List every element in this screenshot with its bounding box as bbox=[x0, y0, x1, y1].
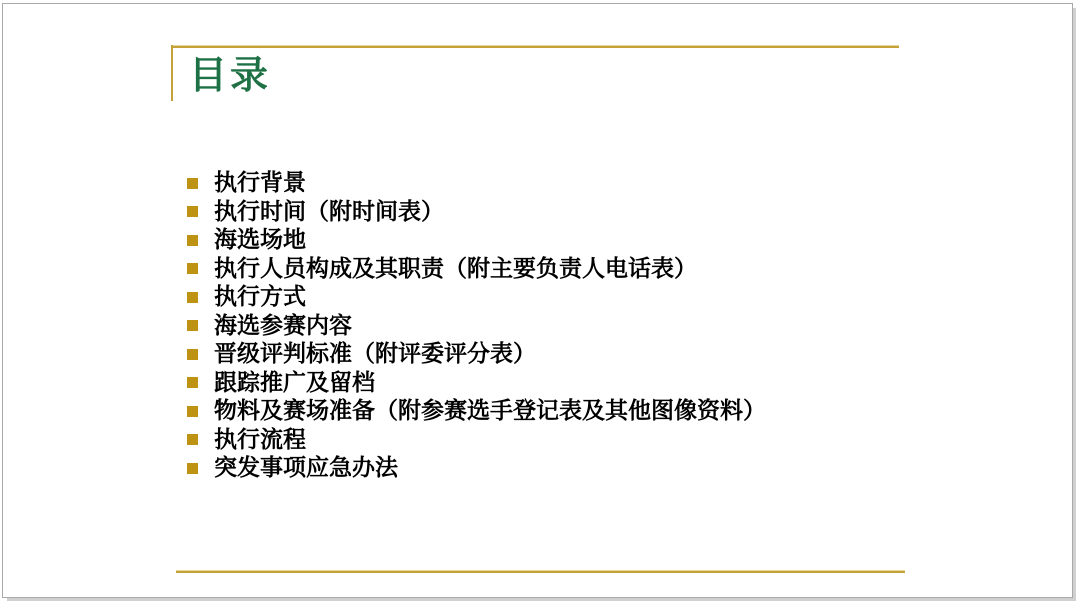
toc-item bbox=[187, 283, 1027, 312]
title-accent-line-left bbox=[171, 45, 173, 101]
toc-item bbox=[187, 198, 1027, 227]
slide-canvas bbox=[2, 3, 1073, 598]
bullet-square-icon bbox=[187, 434, 198, 445]
footer-divider bbox=[176, 570, 905, 573]
toc-item-label: 物料及赛场准备（附参赛选手登记表及其他图像资料） bbox=[214, 398, 766, 423]
toc-item bbox=[187, 255, 1027, 284]
toc-item bbox=[187, 340, 1027, 369]
page-title: 目录 bbox=[189, 55, 272, 97]
toc-item bbox=[187, 169, 1027, 198]
bullet-square-icon bbox=[187, 235, 198, 246]
toc-item-label: 执行流程 bbox=[214, 426, 306, 452]
bullet-square-icon bbox=[187, 292, 198, 303]
toc-item bbox=[187, 226, 1027, 255]
toc-item-label: 执行人员构成及其职责（附主要负责人电话表） bbox=[214, 255, 697, 281]
toc-item-label: 执行方式 bbox=[214, 284, 306, 309]
toc-item-label: 跟踪推广及留档 bbox=[214, 369, 375, 395]
toc-item-label: 海选参赛内容 bbox=[214, 312, 352, 338]
bullet-square-icon bbox=[187, 263, 198, 274]
bullet-square-icon bbox=[187, 463, 198, 474]
toc-item-label: 突发事项应急办法 bbox=[214, 455, 398, 480]
bullet-square-icon bbox=[187, 320, 198, 331]
toc-item-label: 晋级评判标准（附评委评分表） bbox=[214, 341, 536, 366]
bullet-square-icon bbox=[187, 377, 198, 388]
bullet-square-icon bbox=[187, 178, 198, 189]
toc-item bbox=[187, 454, 1027, 483]
bullet-square-icon bbox=[187, 406, 198, 417]
toc-item bbox=[187, 397, 1027, 426]
toc-item-label: 执行背景 bbox=[214, 170, 306, 195]
title-accent-line-top bbox=[171, 45, 899, 48]
toc-list bbox=[187, 169, 1027, 483]
bullet-square-icon bbox=[187, 206, 198, 217]
toc-item bbox=[187, 312, 1027, 341]
bullet-square-icon bbox=[187, 349, 198, 360]
toc-item-label: 海选场地 bbox=[214, 227, 306, 252]
toc-item bbox=[187, 426, 1027, 455]
toc-item bbox=[187, 369, 1027, 398]
toc-item-label: 执行时间（附时间表） bbox=[214, 198, 444, 224]
